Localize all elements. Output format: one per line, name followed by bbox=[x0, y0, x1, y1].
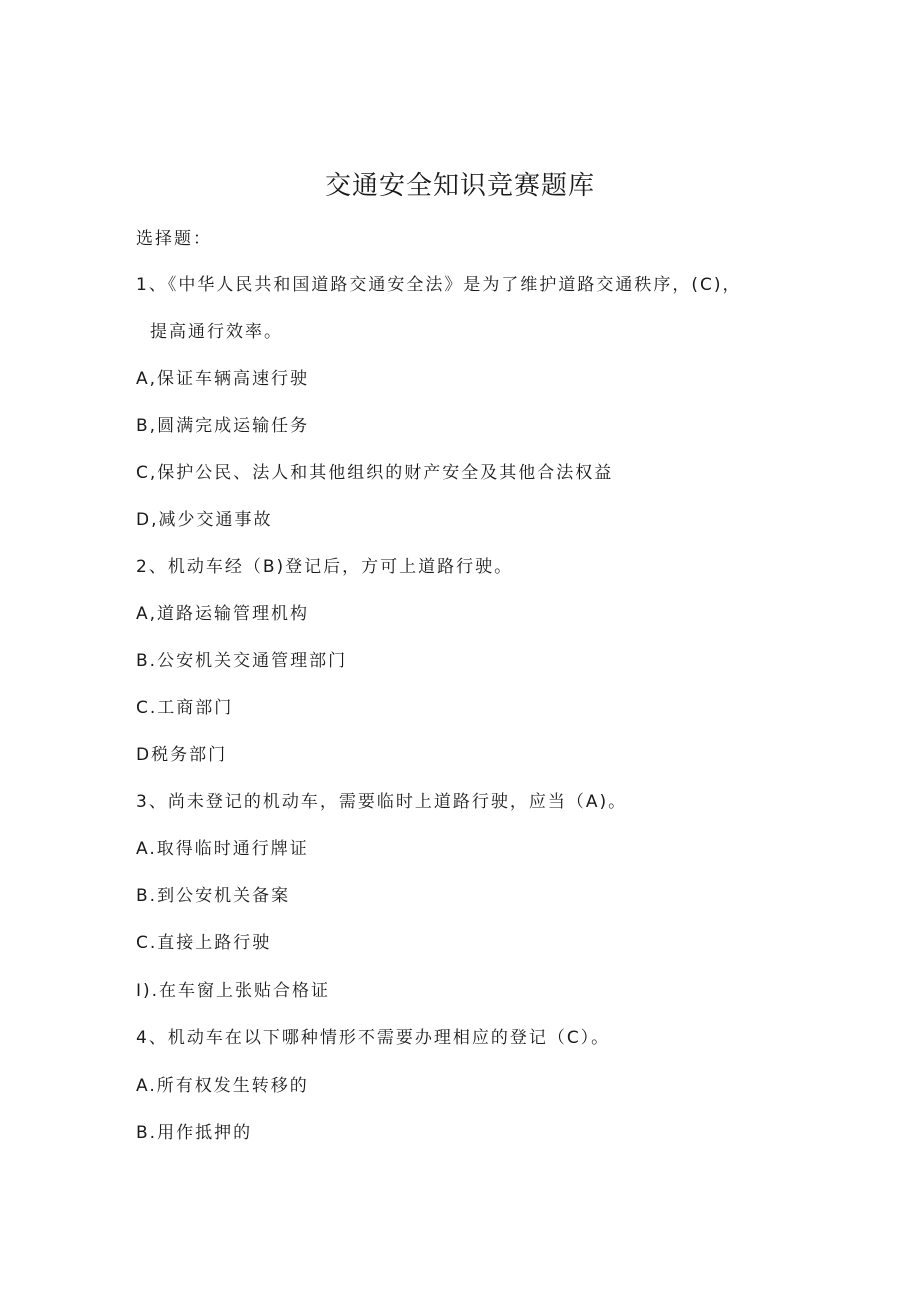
question-2-stem: 2、机动车经（B)登记后，方可上道路行驶。 bbox=[136, 557, 514, 577]
question-2-option-d: D税务部门 bbox=[136, 745, 228, 765]
question-2-option-b: B.公安机关交通管理部门 bbox=[136, 651, 348, 671]
question-4-stem: 4、机动车在以下哪种情形不需要办理相应的登记（C）。 bbox=[136, 1028, 611, 1048]
document-title: 交通安全知识竞赛题库 bbox=[324, 171, 595, 201]
question-1-option-d: D,减少交通事故 bbox=[136, 510, 273, 530]
question-2-option-c: C.工商部门 bbox=[136, 698, 234, 718]
question-2-option-a: A,道路运输管理机构 bbox=[136, 604, 310, 624]
question-3-stem: 3、尚未登记的机动车，需要临时上道路行驶，应当（A)。 bbox=[136, 792, 628, 812]
question-1-option-b: B,圆满完成运输任务 bbox=[136, 416, 310, 436]
question-1-stem-continued: 提高通行效率。 bbox=[150, 322, 283, 342]
question-3-option-a: A.取得临时通行牌证 bbox=[136, 839, 309, 859]
question-1-option-a: A,保证车辆高速行驶 bbox=[136, 369, 310, 389]
question-4-option-b: B.用作抵押的 bbox=[136, 1123, 253, 1143]
question-3-option-c: C.直接上路行驶 bbox=[136, 933, 272, 953]
question-4-option-a: A.所有权发生转移的 bbox=[136, 1076, 309, 1096]
question-1-stem: 1、《中华人民共和国道路交通安全法》是为了维护道路交通秩序，(C)， bbox=[136, 275, 742, 295]
question-3-option-d: I).在车窗上张贴合格证 bbox=[136, 981, 331, 1001]
question-1-option-c: C,保护公民、法人和其他组织的财产安全及其他合法权益 bbox=[136, 463, 614, 483]
question-3-option-b: B.到公安机关备案 bbox=[136, 886, 291, 906]
section-label: 选择题： bbox=[136, 229, 212, 249]
